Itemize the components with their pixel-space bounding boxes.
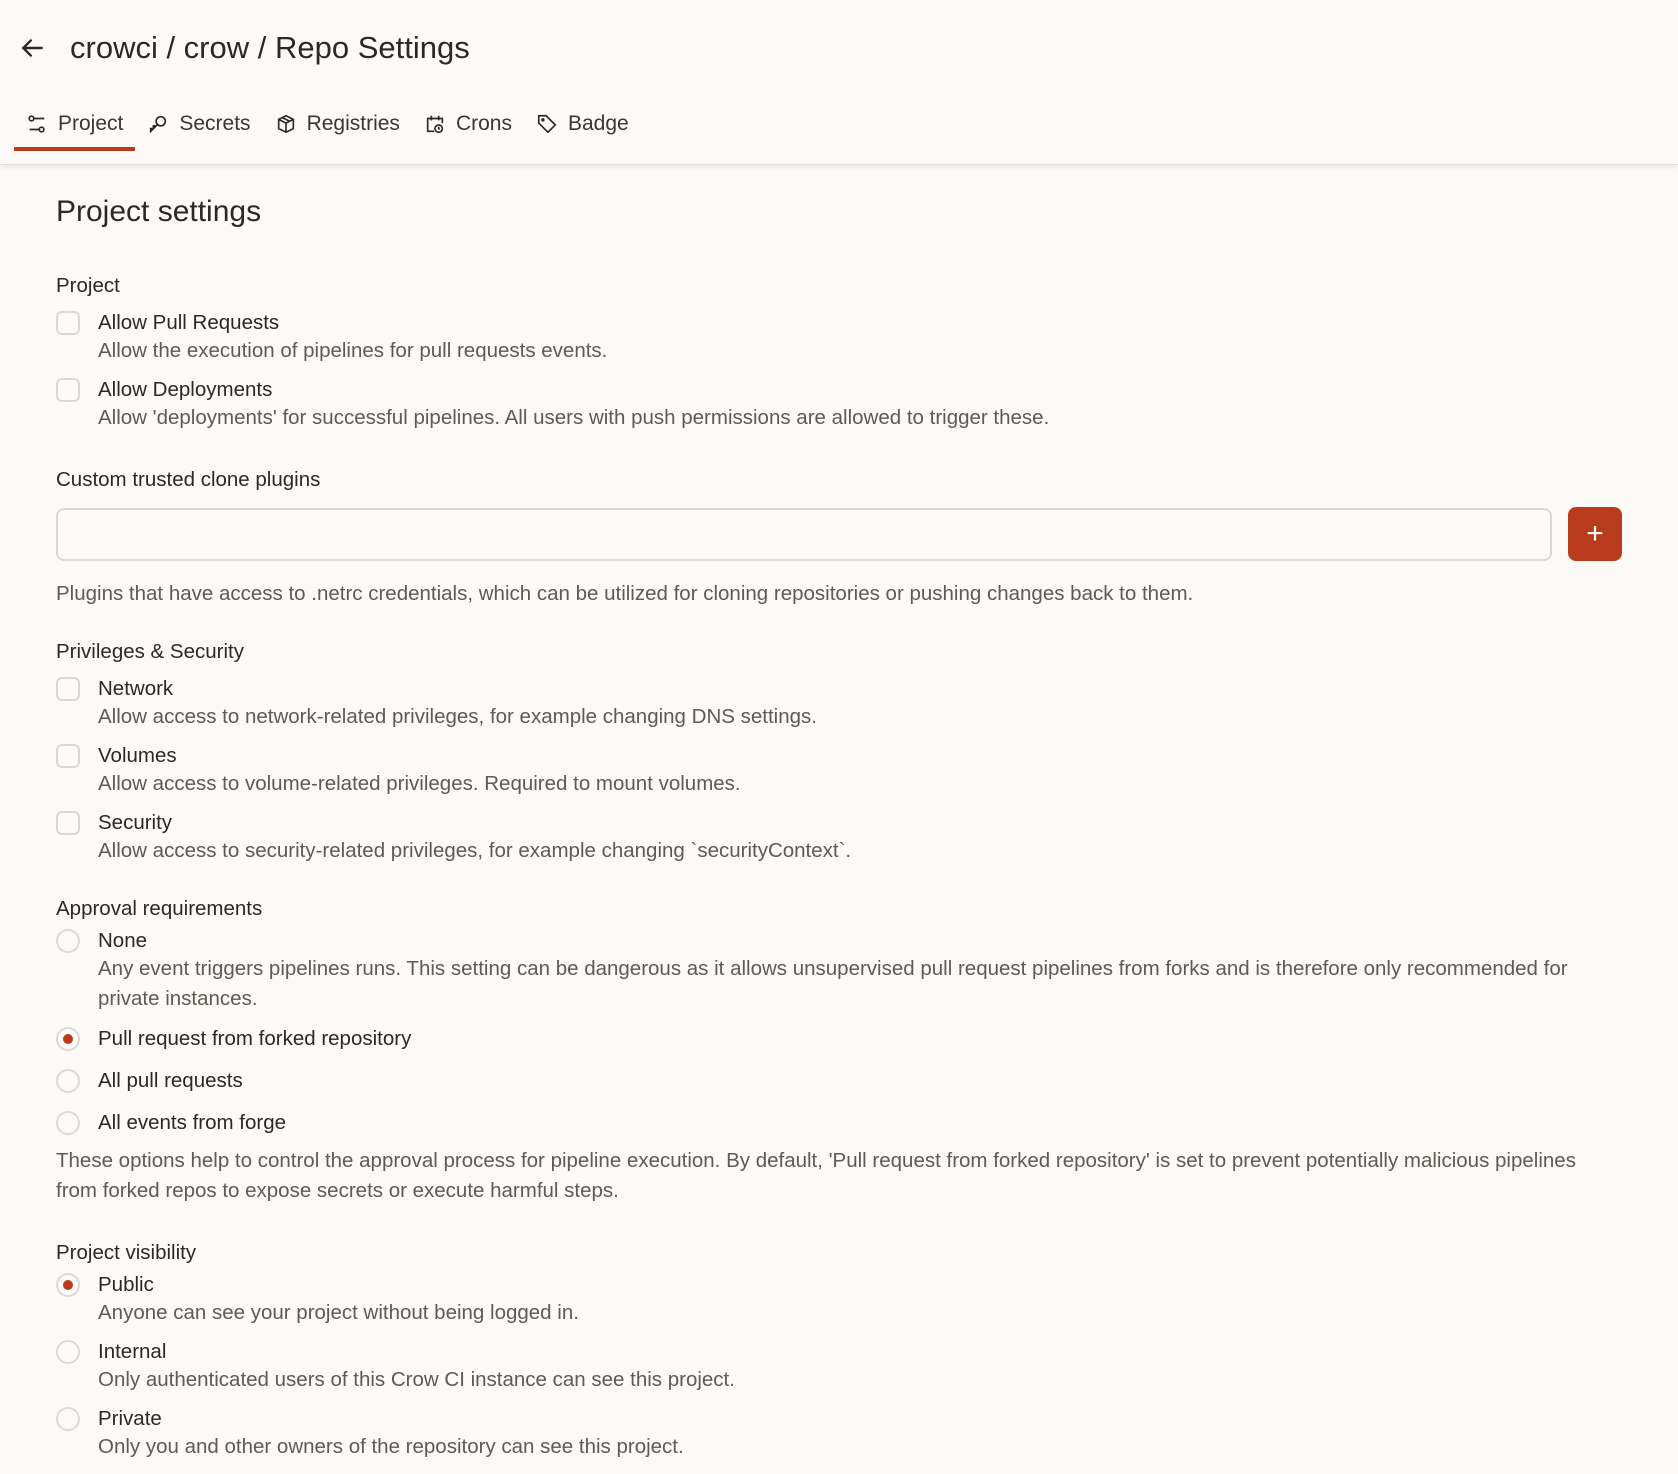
- approval-none-option[interactable]: [56, 928, 1622, 1014]
- tag-icon: [536, 113, 558, 135]
- option-description: Any event triggers pipelines runs. This setting can be dangerous as it allows unsupervised pull request pipelines from forks and is therefore only recommended for private instances.: [98, 957, 1568, 1010]
- box-icon: [275, 113, 297, 135]
- settings-content: [0, 165, 1678, 1462]
- option-description: Allow 'deployments' for successful pipelines. All users with push permissions are allowed to trigger these.: [98, 406, 1050, 429]
- allow-pull-requests-option[interactable]: [56, 310, 1622, 366]
- settings-tabs: [14, 104, 641, 144]
- clone-plugins-heading: Custom trusted clone plugins: [56, 468, 321, 491]
- option-description: Allow access to security-related privileges, for example changing `securityContext`.: [98, 839, 852, 862]
- visibility-heading: Project visibility: [56, 1241, 197, 1264]
- tab-label: Registries: [306, 112, 400, 135]
- visibility-internal-radio[interactable]: [56, 1340, 80, 1364]
- sliders-icon: [26, 113, 48, 135]
- clone-plugins-section: [56, 467, 1622, 609]
- approval-all-pr-option[interactable]: [56, 1068, 1622, 1094]
- header: [0, 0, 1678, 165]
- key-icon: [147, 113, 169, 135]
- security-checkbox[interactable]: [56, 811, 80, 835]
- network-checkbox[interactable]: [56, 677, 80, 701]
- security-option[interactable]: [56, 810, 1622, 866]
- visibility-private-option[interactable]: [56, 1406, 1622, 1462]
- option-label: Allow Pull Requests: [98, 311, 280, 334]
- option-label: Allow Deployments: [98, 378, 273, 401]
- clone-plugins-help: Plugins that have access to .netrc credentials, which can be utilized for cloning repositories or pushing changes back to them.: [56, 582, 1194, 605]
- approval-none-radio[interactable]: [56, 929, 80, 953]
- tab-crons[interactable]: [412, 104, 524, 144]
- option-description: Allow access to network-related privileges, for example changing DNS settings.: [98, 705, 817, 728]
- option-description: Allow the execution of pipelines for pull requests events.: [98, 339, 608, 362]
- approval-all-events-radio[interactable]: [56, 1111, 80, 1135]
- section-title: Project settings: [56, 195, 262, 228]
- project-heading: Project: [56, 274, 120, 297]
- approval-section: [56, 896, 1622, 1206]
- option-label: Private: [98, 1407, 162, 1430]
- project-section: [56, 273, 1622, 433]
- tab-badge[interactable]: [524, 104, 641, 144]
- clone-plugin-input[interactable]: [56, 508, 1552, 561]
- privileges-heading: Privileges & Security: [56, 640, 244, 663]
- option-label: Pull request from forked repository: [98, 1027, 412, 1050]
- network-option[interactable]: [56, 676, 1622, 732]
- allow-pull-requests-checkbox[interactable]: [56, 311, 80, 335]
- option-label: All pull requests: [98, 1069, 243, 1092]
- option-label: Internal: [98, 1340, 167, 1363]
- option-label: Public: [98, 1273, 154, 1296]
- visibility-section: [56, 1240, 1622, 1462]
- allow-deployments-option[interactable]: [56, 377, 1622, 433]
- option-description: Only authenticated users of this Crow CI instance can see this project.: [98, 1368, 735, 1391]
- approval-all-pr-radio[interactable]: [56, 1069, 80, 1093]
- tab-label: Crons: [455, 112, 512, 135]
- approval-forked-radio[interactable]: [56, 1027, 80, 1051]
- tab-project[interactable]: [14, 104, 135, 144]
- approval-forked-option[interactable]: [56, 1026, 1622, 1052]
- volumes-checkbox[interactable]: [56, 744, 80, 768]
- add-plugin-button[interactable]: +: [1568, 507, 1622, 561]
- approval-heading: Approval requirements: [56, 897, 263, 920]
- approval-help: These options help to control the approval process for pipeline execution. By default, 'Pull request from forked repository' is set to prevent potentially malicious pipelines from forked repos to expose secrets or execute harmful steps.: [56, 1149, 1576, 1202]
- tab-label: Secrets: [179, 112, 251, 135]
- visibility-internal-option[interactable]: [56, 1339, 1622, 1395]
- tab-registries[interactable]: [263, 104, 412, 144]
- option-description: Only you and other owners of the repository can see this project.: [98, 1435, 684, 1458]
- volumes-option[interactable]: [56, 743, 1622, 799]
- allow-deployments-checkbox[interactable]: [56, 378, 80, 402]
- back-arrow-icon[interactable]: [18, 33, 48, 63]
- tab-label: Project: [58, 112, 124, 135]
- page-breadcrumb-title: crowci / crow / Repo Settings: [70, 30, 470, 65]
- approval-all-events-option[interactable]: [56, 1110, 1622, 1136]
- visibility-public-option[interactable]: [56, 1272, 1622, 1328]
- calendar-clock-icon: [424, 113, 446, 135]
- tab-label: Badge: [567, 112, 629, 135]
- option-description: Allow access to volume-related privileges. Required to mount volumes.: [98, 772, 741, 795]
- privileges-section: [56, 639, 1622, 866]
- option-label: Security: [98, 811, 173, 834]
- option-label: None: [98, 929, 148, 952]
- tab-secrets[interactable]: [135, 104, 262, 144]
- visibility-public-radio[interactable]: [56, 1273, 80, 1297]
- option-label: Network: [98, 677, 174, 700]
- visibility-private-radio[interactable]: [56, 1407, 80, 1431]
- option-label: All events from forge: [98, 1111, 286, 1134]
- option-description: Anyone can see your project without being logged in.: [98, 1301, 579, 1324]
- option-label: Volumes: [98, 744, 177, 767]
